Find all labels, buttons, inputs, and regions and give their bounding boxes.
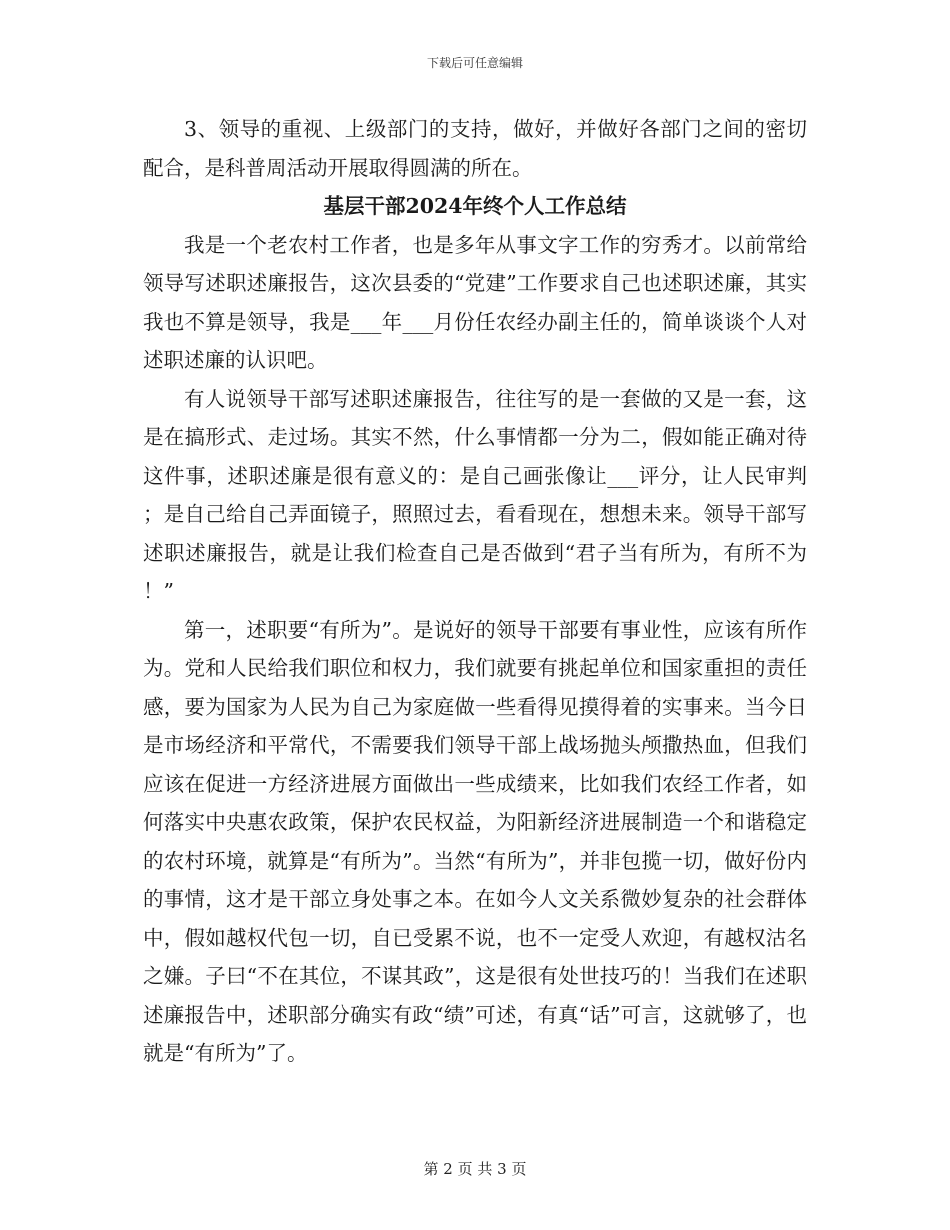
- body-paragraph-2: 有人说领导干部写述职述廉报告，往往写的是一套做的又是一套，这是在搞形式、走过场。其实不然，什么事情都一分为二，假如能正确对待这件事，述职述廉是很有意义的：是自己画张像让___评分，让人民审判；是自己给自己弄面镜子，照照过去，看看现在，想想未来。领导干部写述职述廉报告，就是让我们检查自己是否做到“君子当有所为，有所不为！”: [143, 386, 807, 603]
- intro-paragraph: 3、领导的重视、上级部门的支持，做好，并做好各部门之间的密切配合，是科普周活动开展取得圆满的所在。: [143, 117, 807, 180]
- page-number: 第 2 页 共 3 页: [423, 1160, 527, 1178]
- body-paragraph-3: 第一，述职要“有所为”。是说好的领导干部要有事业性，应该有所作为。党和人民给我们职位和权力，我们就要有挑起单位和国家重担的责任感，要为国家为人民为自己为家庭做一些看得见摸得着的实事来。当今日是市场经济和平常代，不需要我们领导干部上战场抛头颅撒热血，但我们应该在促进一方经济进展方面做出一些成绩来，比如我们农经工作者，如何落实中央惠农政策，保护农民权益，为阳新经济进展制造一个和谐稳定的农村环境，就算是“有所为”。当然“有所为”，并非包揽一切，做好份内的事情，这才是干部立身处事之本。在如今人文关系微妙复杂的社会群体中，假如越权代包一切，自已受累不说，也不一定受人欢迎，有越权沽名之嫌。子曰“不在其位，不谋其政”，这是很有处世技巧的！当我们在述职述廉报告中，述职部分确实有政“绩”可述，有真“话”可言，这就够了，也就是“有所为”了。: [143, 617, 807, 1065]
- document-body: [143, 110, 807, 1073]
- body-paragraph-1: 我是一个老农村工作者，也是多年从事文字工作的穷秀才。以前常给领导写述职述廉报告，这次县委的“党建”工作要求自己也述职述廉，其实我也不算是领导，我是___年___月份任农经办副主任的，简单谈谈个人对述职述廉的认识吧。: [143, 232, 807, 372]
- document-title: 基层干部2024年终个人工作总结: [323, 194, 627, 218]
- page-header: 下载后可任意编辑: [426, 56, 523, 70]
